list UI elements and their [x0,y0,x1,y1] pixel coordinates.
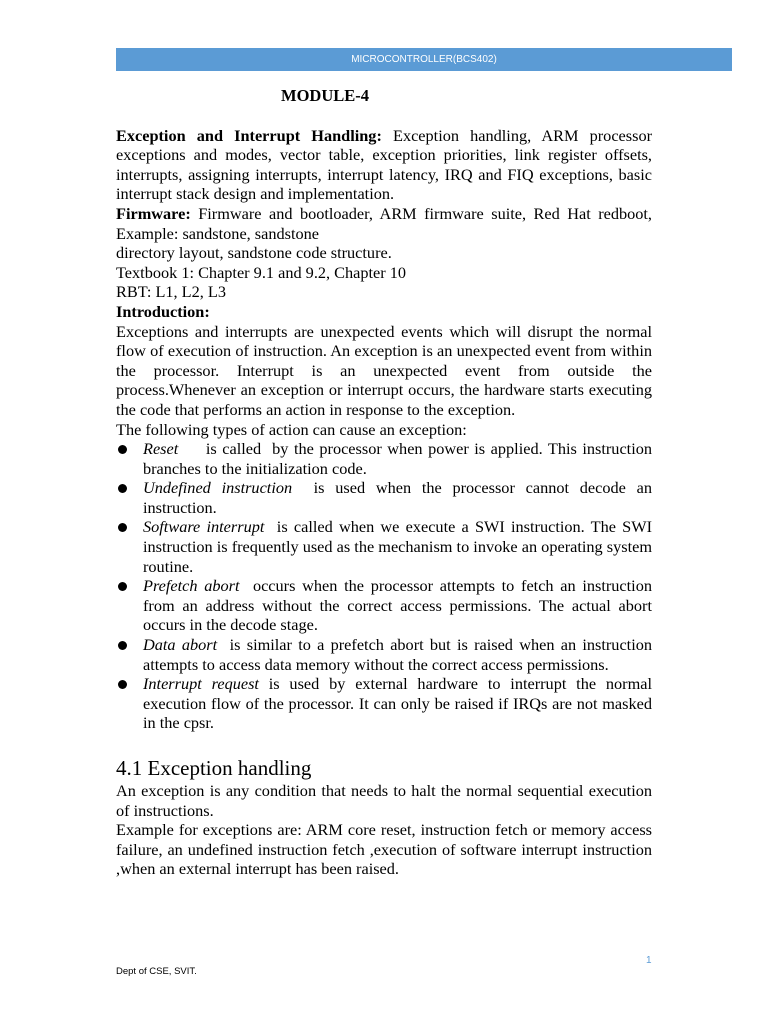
footer-dept: Dept of CSE, SVIT. [116,966,197,977]
list-item-text: is similar to a prefetch abort but is raised when an instruction attempts to access data memory without the correct access permissions. [143,635,657,674]
course-title: MICROCONTROLLER(BCS402) [351,54,497,65]
page-number: 1 [646,955,652,966]
list-item-term: Interrupt request [143,674,259,694]
list-item-text: is called when we execute a SWI instruction. The SWI instruction is frequently used as the mechanism to invoke an operating system routine. [143,517,657,576]
exception-list-intro: The following types of action can cause an exception: [116,419,467,439]
bullet-icon [118,445,127,454]
page-content [116,86,657,879]
list-item [116,635,657,674]
syllabus-firmware [116,204,652,243]
syllabus-rbt: RBT: L1, L2, L3 [116,282,226,302]
section-paragraph-1: An exception is any condition that needs to halt the normal sequential execution of instructions. [116,781,652,820]
list-item-text: is used by external hardware to interrupt the normal execution flow of the processor. It can only be raised if IRQs are not masked in the cpsr. [143,674,657,733]
bullet-icon [118,523,127,532]
syllabus-textbook: Textbook 1: Chapter 9.1 and 9.2, Chapter 10 [116,262,407,282]
module-title: MODULE-4 [281,86,369,105]
section-heading-exception-handling: 4.1 Exception handling [116,756,312,780]
syllabus-firmware-label: Firmware: [116,203,191,223]
introduction-paragraph: Exceptions and interrupts are unexpected events which will disrupt the normal flow of execution of instruction. An exception is an unexpected event from within the processor. Interrupt is an unexpected event from outside the process.Whenever an exception or interrupt occurs, the hardware starts executing the code that performs an action in response to the exception. [116,321,652,419]
syllabus-firmware-text-1: Firmware and bootloader, ARM firmware suite, Red Hat redboot, Example: sandstone, sandstone [116,203,652,243]
list-item-text: is used when the processor cannot decode an instruction. [143,478,657,517]
syllabus-exception-label: Exception and Interrupt Handling: [116,125,382,145]
list-item-text: occurs when the processor attempts to fetch an instruction from an address without the correct access permissions. The actual abort occurs in the decode stage. [143,576,657,635]
list-item-term: Data abort [143,635,218,655]
bullet-icon [118,484,127,493]
syllabus-exception [116,126,652,204]
syllabus-exception-text: Exception handling, ARM processor exceptions and modes, vector table, exception priorities, link register offsets, interrupts, assigning interrupts, interrupt latency, IRQ and FIQ exceptions, basic interrupt stack design and implementation. [116,125,653,204]
list-item-term: Software interrupt [143,517,265,537]
list-item [116,478,657,517]
list-item-term: Reset [143,439,179,459]
section-paragraph-2: Example for exceptions are: ARM core reset, instruction fetch or memory access failure, an undefined instruction fetch ,execution of software interrupt instruction ,when an external interrupt has been raised. [116,820,652,879]
list-item [116,674,657,733]
introduction-heading: Introduction: [116,301,210,321]
bullet-icon [118,680,127,689]
bullet-icon [118,641,127,650]
bullet-icon [118,582,127,591]
list-item [116,517,657,576]
list-item-term: Undefined instruction [143,478,293,498]
exception-types-list [116,439,657,733]
list-item [116,439,657,478]
syllabus-firmware-text-2: directory layout, sandstone code structure. [116,243,392,263]
list-item-text: is called by the processor when power is applied. This instruction branches to the initialization code. [143,439,657,478]
list-item-term: Prefetch abort [143,576,240,596]
list-item [116,576,657,635]
page-header-bar [116,48,732,71]
